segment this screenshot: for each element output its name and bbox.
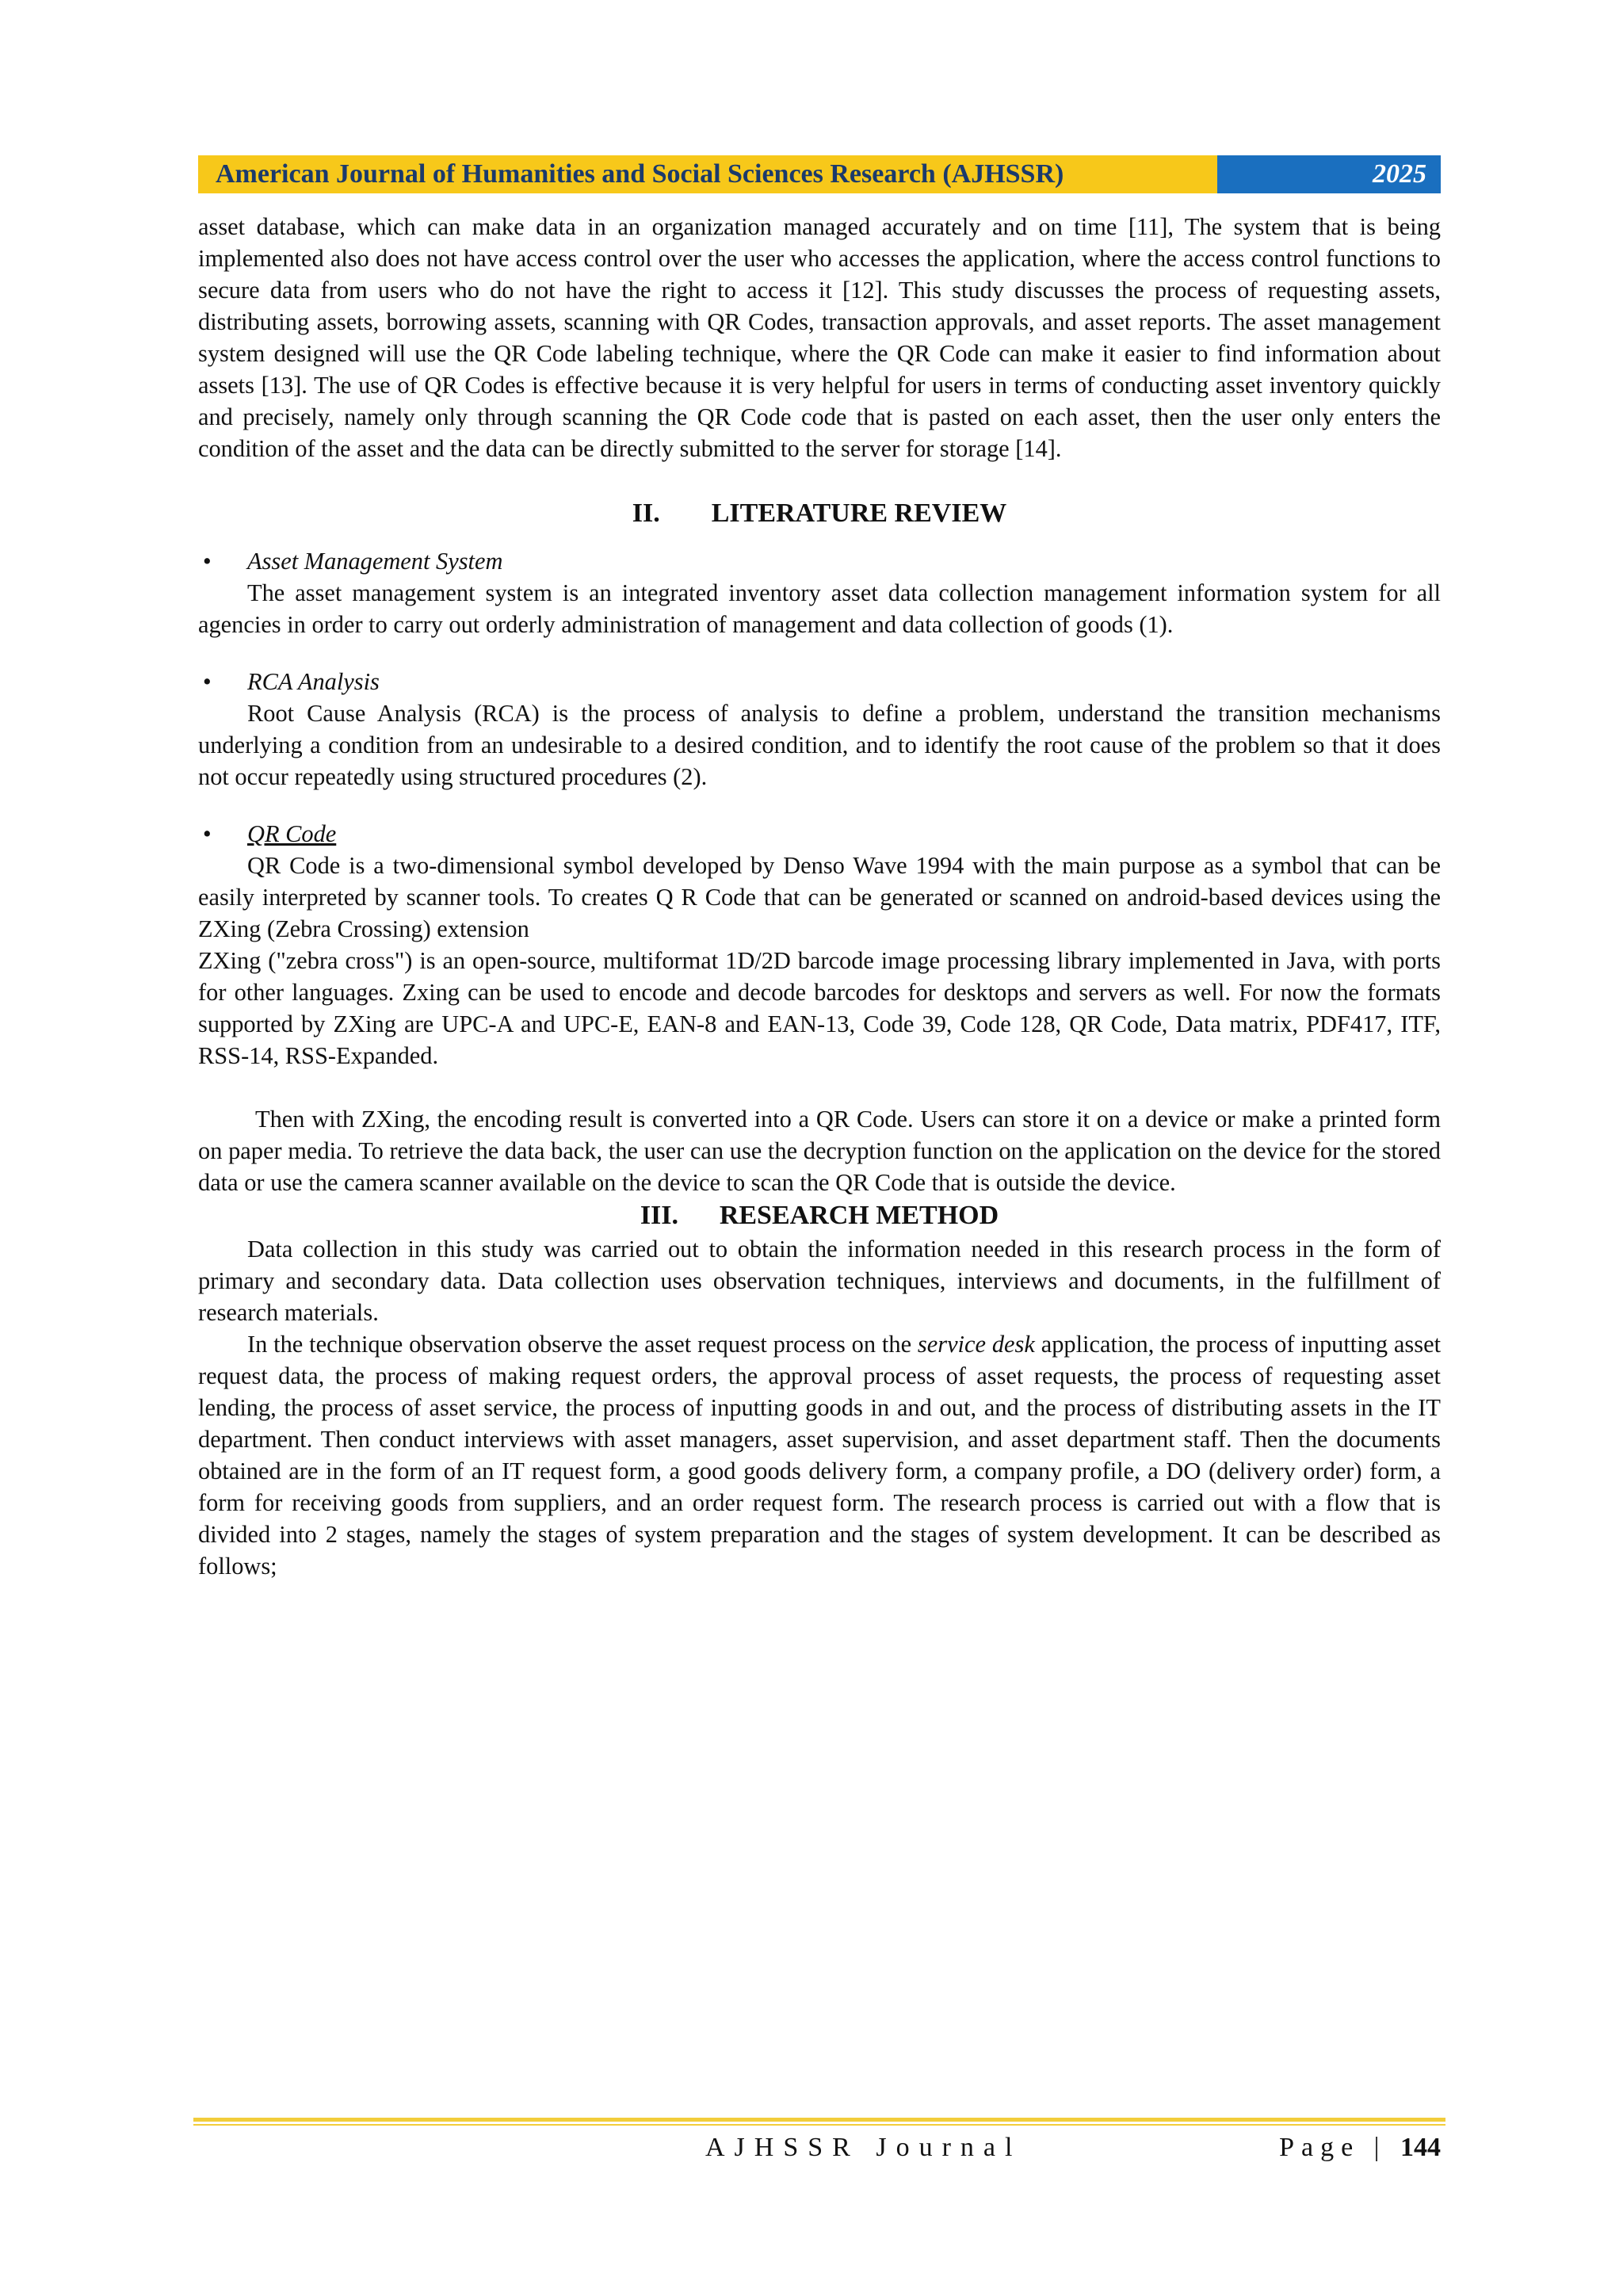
journal-header — [198, 155, 1441, 193]
bullet-heading-qr-code — [198, 818, 1441, 850]
section-title: RESEARCH METHOD — [719, 1201, 999, 1230]
zxing-paragraph: ZXing ("zebra cross") is an open-source, multiformat 1D/2D barcode image processing library implemented in Java, with ports for other languages. Zxing can be used to encode and decode barcodes for desktops and servers as well. For now the formats supported by ZXing are UPC-A and UPC-E, EAN-8 and EAN-13, Code 39, Code 128, QR Code, Data matrix, PDF417, ITF, RSS-14, RSS-Expanded. — [198, 947, 1441, 1069]
rca-analysis-paragraph: Root Cause Analysis (RCA) is the process of analysis to define a problem, understand the transition mechanisms underlying a condition from an undesirable to a desired condition, and to identify the root cause of the problem so that it does not occur repeatedly using structured procedures (2). — [198, 700, 1441, 790]
footer-journal-name: AJHSSR Journal — [705, 2133, 1022, 2162]
section-title: LITERATURE REVIEW — [711, 499, 1007, 528]
bullet-heading-text: QR Code — [247, 820, 337, 847]
bullet-heading-rca-analysis — [198, 666, 1441, 697]
qr-code-paragraph: QR Code is a two-dimensional symbol developed by Denso Wave 1994 with the main purpose as a symbol that can be easily interpreted by scanner tools. To creates Q R Code that can be generated or scanned on android-based devices using the ZXing (Zebra Crossing) extension — [198, 852, 1441, 942]
journal-title: American Journal of Humanities and Social Sciences Research (AJHSSR) — [198, 155, 1217, 193]
bullet-icon: • — [203, 548, 212, 575]
paragraph-emphasis: service desk — [917, 1331, 1035, 1358]
asset-management-paragraph: The asset management system is an integrated inventory asset data collection management information system for all agencies in order to carry out orderly administration of management and data collection of goods (1). — [198, 579, 1441, 638]
footer-divider — [193, 2118, 1445, 2122]
section-heading-literature-review — [198, 496, 1441, 531]
research-method-paragraph-1: Data collection in this study was carried out to obtain the information needed in this research process in the form of primary and secondary data. Data collection uses observation techniques, interviews and documents, in the fulfillment of research materials. — [198, 1236, 1441, 1326]
bullet-heading-text: RCA Analysis — [247, 668, 380, 695]
bullet-heading-asset-management — [198, 545, 1441, 577]
bullet-icon: • — [203, 668, 212, 695]
footer-page-number — [1279, 2130, 1441, 2165]
bullet-heading-text: Asset Management System — [247, 548, 503, 575]
paragraph-text: In the technique observation observe the asset request process on the — [247, 1331, 918, 1358]
footer-divider-thin — [193, 2124, 1445, 2126]
paragraph-text: application, the process of inputting asset request data, the process of making request orders, the approval process of asset requests, the process of requesting asset lending, the process of asset service, the process of inputting goods in and out, and the process of distributing assets in the IT department. Then conduct interviews with asset managers, asset supervision, and asset department staff. Then the documents obtained are in the form of an IT request form, a good goods delivery form, a company profile, a DO (delivery order) form, a form for receiving goods from suppliers, and an order request form. The research process is carried out with a flow that is divided into 2 stages, namely the stages of system preparation and the stages of system development. It can be described as follows; — [198, 1331, 1442, 1580]
page-label: Page | — [1279, 2133, 1387, 2162]
zxing-encoding-paragraph: Then with ZXing, the encoding result is converted into a QR Code. Users can store it on a device or make a printed form on paper media. To retrieve the data back, the user can use the decryption function on the application on the device for the stored data or use the camera scanner available on the device to scan the QR Code that is outside the device. — [198, 1106, 1441, 1196]
page-number: 144 — [1400, 2133, 1441, 2162]
intro-paragraph: asset database, which can make data in an organization managed accurately and on time [11], The system that is being implemented also does not have access control over the user who accesses the application, where the access control functions to secure data from users who do not have the right to access it [12]. This study discusses the process of requesting assets, distributing assets, borrowing assets, scanning with QR Codes, transaction approvals, and asset reports. The asset management system designed will use the QR Code labeling technique, where the QR Code can make it easier to find information about assets [13]. The use of QR Codes is effective because it is very helpful for users in terms of conducting asset inventory quickly and precisely, namely only through scanning the QR Code code that is pasted on each asset, then the user only enters the condition of the asset and the data can be directly submitted to the server for storage [14]. — [198, 213, 1441, 462]
main-content — [198, 211, 1441, 1582]
section-number: II. — [632, 499, 660, 528]
section-heading-research-method — [198, 1198, 1441, 1233]
journal-year: 2025 — [1217, 155, 1441, 193]
research-method-paragraph-2 — [198, 1328, 1441, 1582]
bullet-icon: • — [203, 820, 212, 847]
section-number: III. — [640, 1201, 679, 1230]
